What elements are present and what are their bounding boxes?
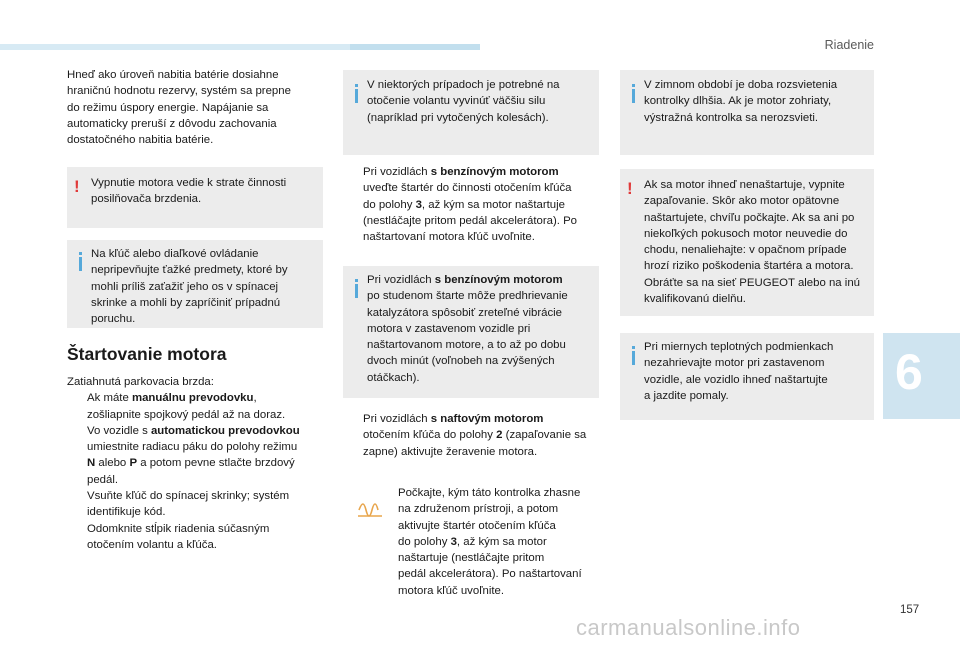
text: Vo vozidle s <box>87 424 151 437</box>
instruction-list <box>67 390 327 553</box>
section-heading: Štartovanie motora <box>67 344 227 364</box>
info-box <box>343 70 599 155</box>
text-line: motora v zastavenom vozidle pri <box>367 322 531 335</box>
diesel-start-item <box>343 411 605 460</box>
text-line: naštartovaní motora kľúč uvoľnite. <box>363 231 535 244</box>
text-bold: manuálnu prevodovku <box>131 392 254 405</box>
lead-text: Zatiahnutá parkovacia brzda: <box>67 376 214 388</box>
list-item <box>343 411 605 460</box>
text-line: hrozí riziko poškodenia štartéra a motora. <box>644 260 854 273</box>
instruction-list <box>343 164 605 245</box>
text-bold: P <box>129 457 138 470</box>
text: Pri vozidlách <box>363 166 431 178</box>
watermark: carmanualsonline.info <box>576 615 801 640</box>
text-line: zapaľovanie. Skôr ako motor opätovne <box>644 195 840 208</box>
text-bold: s benzínovým motorom <box>430 166 559 178</box>
top-decor-bar <box>0 44 480 50</box>
text-line: Ak sa motor ihneď nenaštartuje, vypnite <box>644 179 845 191</box>
text: a potom pevne stlačte brzdový <box>137 457 295 470</box>
info-box <box>67 240 323 328</box>
text-line: otočenie volantu vyvinúť väčšiu silu <box>367 95 546 108</box>
text-line: naštartovanom motore, a to až po dobu <box>367 339 566 352</box>
text-line: V zimnom období je doba rozsvietenia <box>644 79 838 91</box>
text-line: umiestnite radiacu páku do polohy režimu <box>87 441 298 454</box>
text-line: katalyzátora spôsobiť zreteľné vibrácie <box>367 306 563 319</box>
info-text <box>644 77 872 126</box>
text-line: dvoch minút (voľnobeh na zvýšených <box>367 355 555 368</box>
text-line: aktivujte štartér otočením kľúča <box>398 519 556 532</box>
text-line: nezahrievajte motor pri zastavenom <box>644 357 825 370</box>
info-text <box>367 272 597 386</box>
text-line: vozidle, ale vozidlo ihneď naštartujte <box>644 373 828 386</box>
section-title: Riadenie <box>824 38 874 52</box>
text-line: otočením volantu a kľúča. <box>87 538 217 551</box>
text-line: nepripevňujte ťažké predmety, ktoré by <box>91 264 288 277</box>
text-line: zapne) aktivujte žeravenie motora. <box>363 445 538 458</box>
page-number: 157 <box>900 604 920 616</box>
info-text <box>91 246 319 327</box>
text-line: hraničnú hodnotu rezervy, systém sa prepne <box>67 85 291 98</box>
text-line: po studenom štarte môže predhrievanie <box>367 290 568 303</box>
glow-plug-icon <box>357 500 383 520</box>
text-line <box>367 272 597 288</box>
text-line: výstražná kontrolka sa nerozsvieti. <box>644 111 819 124</box>
text-line: Hneď ako úroveň nabitia batérie dosiahne <box>67 69 279 81</box>
text-line: a jazdite pomaly. <box>644 389 729 402</box>
text: otočením kľúča do polohy <box>363 429 497 442</box>
text-line: do režimu úspory energie. Napájanie sa <box>67 101 269 114</box>
text-line: V niektorých prípadoch je potrebné na <box>367 79 560 91</box>
text: do polohy <box>363 198 416 211</box>
info-box <box>620 333 874 420</box>
text-line: chodu, nenaliehajte: v opačnom prípade <box>644 244 847 257</box>
text-line: otáčkach). <box>367 371 420 384</box>
warning-box <box>620 169 874 316</box>
petrol-start-item <box>343 164 605 245</box>
text-bold: automatickou prevodovkou <box>150 424 300 437</box>
text-bold: N <box>87 457 96 470</box>
warning-icon: ! <box>627 179 633 198</box>
list-item <box>67 390 327 423</box>
text-line: dostatočného nabitia batérie. <box>67 134 214 147</box>
text-line: na združenom prístroji, a potom <box>398 503 559 516</box>
text-line: Na kľúč alebo diaľkové ovládanie <box>91 248 259 260</box>
text: Pri vozidlách <box>363 413 431 425</box>
text: , <box>253 392 257 405</box>
text-bold: 3 <box>450 535 457 548</box>
chapter-tab <box>883 333 960 419</box>
text: Ak máte <box>87 392 132 405</box>
text-line: Pri miernych teplotných podmienkach <box>644 341 834 353</box>
text: , až kým sa motor <box>456 535 547 548</box>
top-decor-segment <box>350 44 480 50</box>
text-line: zošliapnite spojkový pedál až na doraz. <box>87 408 286 421</box>
glow-plug-text <box>398 485 604 599</box>
text-line <box>363 427 605 443</box>
text-line: automaticky preruší z dôvodu zachovania <box>67 117 277 130</box>
text-line: (nestláčajte pritom pedál akcelerátora). Po <box>363 214 577 227</box>
text: do polohy <box>398 535 451 548</box>
text-line: kvalifikovanú dielňu. <box>644 293 746 306</box>
text: Pri vozidlách <box>367 274 435 286</box>
text-line: naštartujete, chvíľu počkajte. Ak sa ani po <box>644 211 855 224</box>
text-line: naštartuje (nestláčajte pritom <box>398 552 545 565</box>
text-line: niekoľkých pokusoch motor neuvedie do <box>644 227 848 240</box>
warning-text <box>91 175 319 208</box>
start-instructions <box>67 374 327 553</box>
text-line: (napríklad pri vytočených kolesách). <box>367 111 549 124</box>
instruction-list <box>343 411 605 460</box>
text-line: mohli príliš zaťažiť jeho os v spínacej <box>91 280 279 293</box>
warning-text <box>644 177 872 307</box>
text: Odomknite stĺpik riadenia súčasným <box>87 522 270 535</box>
text-bold: s naftovým motorom <box>430 413 544 425</box>
text-line: posilňovača brzdenia. <box>91 193 202 206</box>
warning-icon: ! <box>74 177 80 196</box>
text: alebo <box>95 457 130 470</box>
list-item <box>343 164 605 245</box>
text-line: Vypnutie motora vedie k strate činnosti <box>91 177 287 189</box>
text-line <box>87 455 327 471</box>
list-item <box>67 521 327 554</box>
info-box <box>343 266 599 398</box>
list-item <box>67 488 327 521</box>
text-line: motora kľúč uvoľnite. <box>398 584 505 597</box>
text: Vsuňte kľúč do spínacej skrinky; systém <box>87 490 290 503</box>
text-bold: 3 <box>415 198 422 211</box>
text-line: skrinke a mohli by zapríčiniť prípadnú <box>91 296 281 309</box>
text-line: Počkajte, kým táto kontrolka zhasne <box>398 487 581 499</box>
text-line <box>363 197 605 213</box>
info-box <box>620 70 874 155</box>
text-bold: s benzínovým motorom <box>434 274 563 286</box>
info-text <box>367 77 595 126</box>
warning-box <box>67 167 323 228</box>
info-text <box>644 339 872 404</box>
text-line: pedál. <box>87 473 119 486</box>
text-line: identifikuje kód. <box>87 506 166 519</box>
text-bold: 2 <box>496 429 503 442</box>
text-line: Obráťte sa na sieť PEUGEOT alebo na inú <box>644 276 861 289</box>
text-line: poruchu. <box>91 313 136 326</box>
text-line: uveďte štartér do činnosti otočením kľúča <box>363 182 572 195</box>
text-line: pedál akcelerátora). Po naštartovaní <box>398 568 582 581</box>
text-line: kontrolky dlhšia. Ak je motor zohriaty, <box>644 95 832 108</box>
chapter-number: 6 <box>895 344 923 400</box>
text: , až kým sa motor naštartuje <box>421 198 565 211</box>
text: (zapaľovanie sa <box>502 429 587 442</box>
text-line <box>398 534 604 550</box>
list-item <box>67 423 327 488</box>
intro-paragraph <box>67 67 323 148</box>
